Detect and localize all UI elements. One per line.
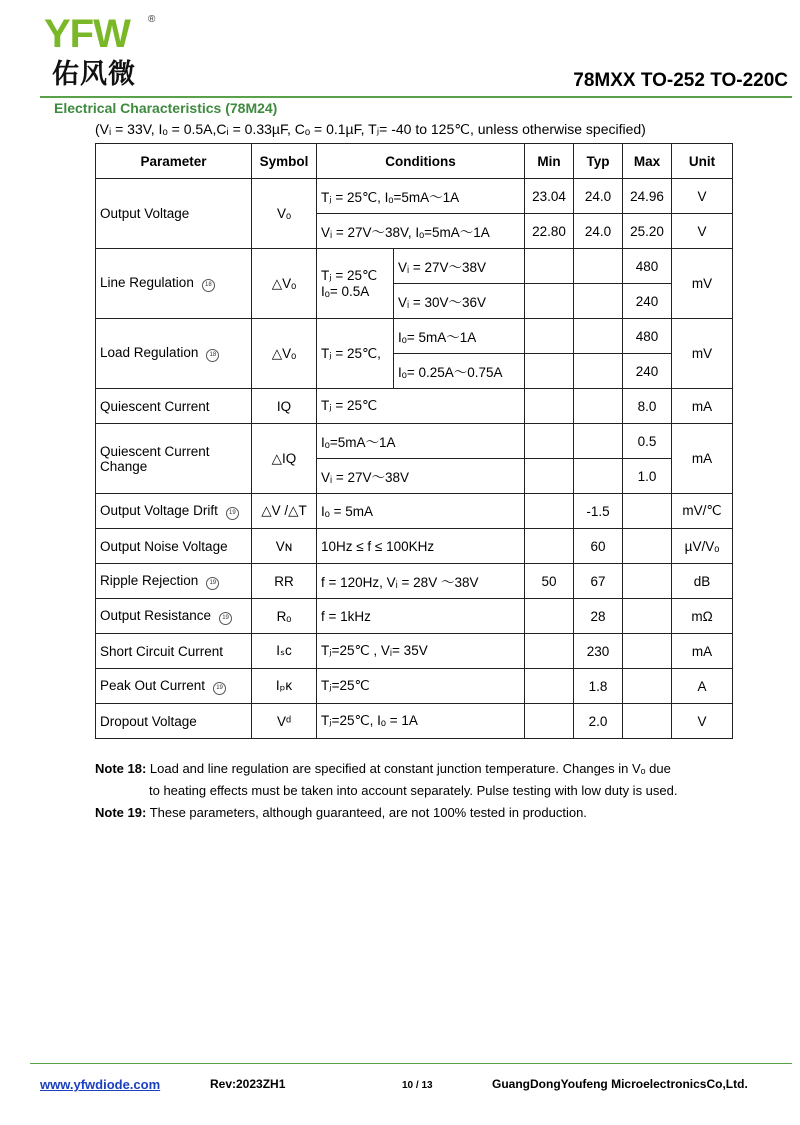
min-cell — [525, 529, 574, 564]
note-18-line2: to heating effects must be taken into account separately. Pulse testing with low duty is used. — [149, 783, 678, 798]
max-cell: 1.0 — [623, 459, 672, 494]
condition-cell: Tⱼ = 25℃ — [317, 389, 525, 424]
param-cell: Output Voltage — [96, 179, 252, 249]
param-label: Line Regulation — [100, 275, 194, 290]
table-row — [96, 424, 733, 459]
condition-cell: Tⱼ=25℃, Iₒ = 1A — [317, 704, 525, 739]
min-cell — [525, 249, 574, 284]
table-header-row — [96, 144, 733, 179]
header-symbol: Symbol — [252, 144, 317, 179]
table-row — [96, 599, 733, 634]
param-cell: Quiescent Current Change — [96, 424, 252, 494]
table-row — [96, 669, 733, 704]
unit-cell: mV — [672, 249, 733, 319]
registered-mark: ® — [148, 14, 156, 25]
condition-temp: Tⱼ = 25℃ — [321, 268, 378, 283]
symbol-cell: Iₚᴋ — [252, 669, 317, 704]
unit-cell: dB — [672, 564, 733, 599]
table-row — [96, 564, 733, 599]
table-row — [96, 704, 733, 739]
condition-cell: Tⱼ=25℃ , Vᵢ= 35V — [317, 634, 525, 669]
note-ref-icon: 18 — [202, 279, 215, 292]
company-logo — [44, 14, 164, 94]
min-cell: 23.04 — [525, 179, 574, 214]
note-ref-icon: 19 — [206, 577, 219, 590]
table-row — [96, 389, 733, 424]
typ-cell — [574, 354, 623, 389]
typ-cell — [574, 459, 623, 494]
unit-cell: mΩ — [672, 599, 733, 634]
max-cell: 240 — [623, 354, 672, 389]
symbol-cell: Rₒ — [252, 599, 317, 634]
header-unit: Unit — [672, 144, 733, 179]
table-row — [96, 179, 733, 214]
min-cell — [525, 704, 574, 739]
test-conditions: (Vᵢ = 33V, Iₒ = 0.5A,Cᵢ = 0.33µF, Cₒ = 0.1µF, Tⱼ= -40 to 125℃, unless otherwise specified) — [95, 121, 646, 137]
param-cell — [96, 669, 252, 704]
min-cell: 50 — [525, 564, 574, 599]
document-title: 78MXX TO-252 TO-220C — [573, 70, 788, 91]
header-min: Min — [525, 144, 574, 179]
unit-cell: µV/Vₒ — [672, 529, 733, 564]
note-18-label: Note 18: — [95, 761, 147, 776]
min-cell — [525, 634, 574, 669]
note-18-line1: Load and line regulation are specified at constant junction temperature. Changes in Vₒ due — [149, 761, 671, 776]
page-number: 10 / 13 — [402, 1080, 433, 1091]
symbol-cell: Vᵈ — [252, 704, 317, 739]
min-cell — [525, 424, 574, 459]
typ-cell: -1.5 — [574, 494, 623, 529]
typ-cell: 60 — [574, 529, 623, 564]
condition-cell: Iₒ = 5mA — [317, 494, 525, 529]
condition-cell: f = 1kHz — [317, 599, 525, 634]
note-18 — [95, 758, 678, 780]
note-19-label: Note 19: — [95, 805, 147, 820]
note-ref-icon: 19 — [213, 682, 226, 695]
param-label: Ripple Rejection — [100, 572, 199, 588]
condition-cell: Iₒ=5mA～1A — [317, 424, 525, 459]
max-cell — [623, 669, 672, 704]
unit-cell: V — [672, 179, 733, 214]
table-row — [96, 249, 733, 284]
typ-cell: 2.0 — [574, 704, 623, 739]
condition-cell: 10Hᴢ ≤ f ≤ 100KHᴢ — [317, 529, 525, 564]
param-label: Output Voltage Drift — [100, 502, 218, 518]
typ-cell: 28 — [574, 599, 623, 634]
note-19-text: These parameters, although guaranteed, are not 100% tested in production. — [149, 805, 587, 820]
symbol-cell: Vɴ — [252, 529, 317, 564]
max-cell: 480 — [623, 319, 672, 354]
condition-cell: Iₒ= 0.25A～0.75A — [394, 354, 525, 389]
param-cell: Short Circuit Current — [96, 634, 252, 669]
min-cell — [525, 494, 574, 529]
unit-cell: mA — [672, 424, 733, 494]
symbol-cell: IQ — [252, 389, 317, 424]
condition-cell: Vᵢ = 30V～36V — [394, 284, 525, 319]
unit-cell: V — [672, 214, 733, 249]
param-label: Peak Out Current — [100, 677, 206, 693]
typ-cell: 24.0 — [574, 214, 623, 249]
max-cell: 0.5 — [623, 424, 672, 459]
max-cell — [623, 599, 672, 634]
typ-cell — [574, 424, 623, 459]
max-cell — [623, 494, 672, 529]
unit-cell: mV — [672, 319, 733, 389]
symbol-cell: RR — [252, 564, 317, 599]
section-title: Electrical Characteristics (78M24) — [54, 100, 278, 116]
logo-latin-text: YFW — [44, 12, 130, 56]
min-cell — [525, 389, 574, 424]
note-ref-icon: 19 — [226, 507, 239, 520]
note-ref-icon: 18 — [206, 349, 219, 362]
notes-section — [95, 758, 678, 824]
condition-cell: Vᵢ = 27V～38V, Iₒ=5mA～1A — [317, 214, 525, 249]
company-name: GuangDongYoufeng MicroelectronicsCo,Ltd. — [492, 1077, 748, 1091]
param-cell: Dropout Voltage — [96, 704, 252, 739]
condition-cell: Iₒ= 5mA～1A — [394, 319, 525, 354]
min-cell — [525, 284, 574, 319]
max-cell: 8.0 — [623, 389, 672, 424]
symbol-cell: △Vₒ — [252, 319, 317, 389]
website-link[interactable]: www.yfwdiode.com — [40, 1077, 161, 1092]
min-cell: 22.80 — [525, 214, 574, 249]
note-ref-icon: 19 — [219, 612, 232, 625]
typ-cell — [574, 284, 623, 319]
max-cell: 25.20 — [623, 214, 672, 249]
symbol-cell: △V /△T — [252, 494, 317, 529]
condition-cell: Tⱼ = 25℃, Iₒ=5mA～1A — [317, 179, 525, 214]
param-cell — [96, 494, 252, 529]
condition-cell: f = 120Hz, Vᵢ = 28V ～38V — [317, 564, 525, 599]
condition-current: Iₒ= 0.5A — [321, 284, 370, 299]
revision-label: Rev:2023ZH1 — [210, 1077, 286, 1091]
unit-cell: mV/℃ — [672, 494, 733, 529]
max-cell: 480 — [623, 249, 672, 284]
header-max: Max — [623, 144, 672, 179]
header-divider — [40, 96, 792, 98]
symbol-cell: △Vₒ — [252, 249, 317, 319]
table-row — [96, 494, 733, 529]
param-cell: Quiescent Current — [96, 389, 252, 424]
max-cell — [623, 704, 672, 739]
max-cell — [623, 529, 672, 564]
symbol-cell: △IQ — [252, 424, 317, 494]
typ-cell: 1.8 — [574, 669, 623, 704]
typ-cell: 24.0 — [574, 179, 623, 214]
max-cell — [623, 564, 672, 599]
unit-cell: mA — [672, 389, 733, 424]
typ-cell — [574, 249, 623, 284]
unit-cell: mA — [672, 634, 733, 669]
param-label: Load Regulation — [100, 345, 199, 360]
typ-cell — [574, 389, 623, 424]
param-cell — [96, 564, 252, 599]
unit-cell: V — [672, 704, 733, 739]
header-parameter: Parameter — [96, 144, 252, 179]
param-cell — [96, 599, 252, 634]
electrical-characteristics-table — [95, 143, 733, 739]
max-cell: 240 — [623, 284, 672, 319]
min-cell — [525, 459, 574, 494]
typ-cell — [574, 319, 623, 354]
min-cell — [525, 354, 574, 389]
max-cell — [623, 634, 672, 669]
max-cell: 24.96 — [623, 179, 672, 214]
param-cell — [96, 319, 252, 389]
param-label: Output Resistance — [100, 607, 212, 623]
min-cell — [525, 669, 574, 704]
min-cell — [525, 319, 574, 354]
condition-group-cell: Tⱼ = 25℃, — [317, 319, 394, 389]
symbol-cell: Vₒ — [252, 179, 317, 249]
param-cell — [96, 249, 252, 319]
unit-cell: A — [672, 669, 733, 704]
typ-cell: 67 — [574, 564, 623, 599]
table-row — [96, 529, 733, 564]
table-row — [96, 634, 733, 669]
condition-cell: Vᵢ = 27V～38V — [394, 249, 525, 284]
logo-chinese-text: 佑风微 — [52, 59, 136, 90]
table-row — [96, 319, 733, 354]
condition-cell: Vᵢ = 27V～38V — [317, 459, 525, 494]
condition-group-cell — [317, 249, 394, 319]
min-cell — [525, 599, 574, 634]
symbol-cell: Iₛᴄ — [252, 634, 317, 669]
header-conditions: Conditions — [317, 144, 525, 179]
typ-cell: 230 — [574, 634, 623, 669]
header-typ: Typ — [574, 144, 623, 179]
condition-cell: Tⱼ=25℃ — [317, 669, 525, 704]
param-cell: Output Noise Voltage — [96, 529, 252, 564]
footer-divider — [30, 1063, 792, 1064]
note-19 — [95, 802, 678, 824]
